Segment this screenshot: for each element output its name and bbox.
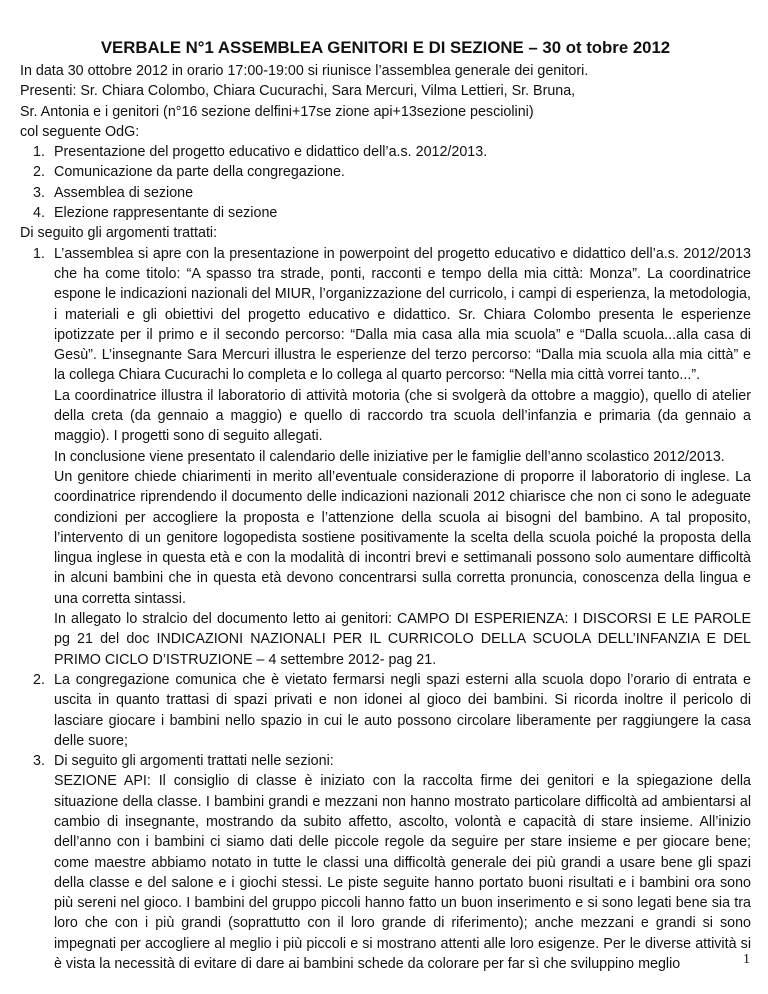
intro-block (20, 61, 751, 142)
topic-number: 3. (33, 753, 45, 770)
agenda-item (20, 183, 751, 203)
topic-number: 1. (33, 245, 45, 262)
agenda-number: 3. (33, 184, 45, 201)
topic-paragraph: L’assemblea si apre con la presentazione in powerpoint del progetto educativo e didattico dell’a.s. 2012/2013 che ha come titolo: “A spasso tra strade, ponti, racconti e tempo della mia città: Monza”. La coordinatrice espone le indicazioni nazionali del MIUR, l’organizzazione del curricolo, i campi di esperienza, la metodologia, i materiali e gli obiettivi del progetto educativo e didattico. Sr. Chiara Colombo presenta le esperienze ipotizzate per il primo e il secondo percorso: “Dalla mia casa alla mia scuola” e “Dalla scuola...alla casa di Gesù”. L’insegnante Sara Mercuri illustra le esperienze del terzo percorso: “Dalla mia scuola alla mia città” e la collega Chiara Cucurachi lo completa e lo collega al quarto percorso: “Nella mia città vorrei tanto...”. (54, 245, 751, 384)
agenda-item (20, 142, 751, 162)
agenda-text: Presentazione del progetto educativo e didattico dell’a.s. 2012/2013. (54, 144, 488, 161)
agenda-item (20, 162, 751, 182)
page-number: 1 (743, 952, 750, 967)
topic-paragraph: Un genitore chiede chiarimenti in merito all’eventuale considerazione di proporre il laboratorio di inglese. La coordinatrice riprendendo il documento delle indicazioni nazionali 2012 chiarisce che non ci sono le adeguate condizioni per accogliere la proposta e l’attenzione della scuola ai bisogni del bambino. A tal proposito, l’intervento di un genitore logopedista sostiene positivamente la scelta della scuola poiché la proposta della lingua inglese in questa età e con la modalità di incontri brevi e settimanali possono solo aumentare difficoltà in alcuni bambini che in questa età devono concentrarsi sulla corretta pronuncia, conoscenza della lingua e una corretta sintassi. (54, 468, 751, 607)
topic-paragraph: In allegato lo stralcio del documento letto ai genitori: CAMPO DI ESPERIENZA: I DISCORSI E LE PAROLE pg 21 del doc INDICAZIONI NAZIONALI PER IL CURRICOLO DELLA SCUOLA DELL’INFANZIA E DEL PRIMO CICLO D’ISTRUZIONE – 4 settembre 2012- pag 21. (54, 611, 751, 668)
topic-number: 2. (33, 671, 45, 688)
document-page (20, 38, 751, 974)
agenda-text: Elezione rappresentante di sezione (54, 205, 278, 222)
agenda-item (20, 203, 751, 223)
intro-line: Sr. Antonia e i genitori (n°16 sezione delfini+17se zione api+13sezione pesciolini) (20, 103, 534, 120)
topic-item (20, 751, 751, 974)
topic-paragraph: SEZIONE API: Il consiglio di classe è iniziato con la raccolta firme dei genitori e la spiegazione della situazione della classe. I bambini grandi e mezzani non hanno mostrato particolare difficoltà ad ambientarsi al cambio di insegnante, mostrando da subito affetto, ascolto, volontà e capacità di stare insieme. All’inizio dell’anno con i bambini ci siamo dati delle piccole regole da seguire per stare insieme e per giocare bene; come maestre abbiamo notato in tutte le classi una difficoltà generale dei più grandi a usare bene gli spazi della classe e del salone e i giochi stessi. Le piste seguite hanno portato buoni risultati e i bambini ora sono più sereni nel gioco. I bambini del gruppo piccoli hanno fatto un buon inserimento e si sono legati bene sia tra loro che con i più grandi (soprattutto con il loro grande di riferimento); anche mezzani e grandi si sono impegnati per accogliere al meglio i più piccoli e si mostrano attenti alle loro esigenze. Per le diverse attività si è vista la necessità di evitare di dare ai bambini schede da colorare per far sì che sviluppino meglio (54, 773, 751, 973)
intro-line: col seguente OdG: (20, 123, 140, 140)
topic-item (20, 670, 751, 751)
topic-paragraph: La congregazione comunica che è vietato fermarsi negli spazi esterni alla scuola dopo l’orario di entrata e uscita in quanto trattasi di spazi privati e non idonei al gioco dei bambini. Si ricorda inoltre il pericolo di lasciare giocare i bambini nello spazio in cui le auto possono circolare liberamente per raggiungere la casa delle suore; (54, 671, 751, 749)
agenda-number: 2. (33, 164, 45, 181)
topic-paragraph: In conclusione viene presentato il calendario delle iniziative per le famiglie dell’anno scolastico 2012/2013. (54, 448, 725, 465)
topics-heading: Di seguito gli argomenti trattati: (20, 225, 218, 242)
topic-paragraph: Di seguito gli argomenti trattati nelle sezioni: (54, 753, 334, 770)
topics-list (20, 244, 751, 975)
agenda-text: Assemblea di sezione (54, 184, 194, 201)
intro-line: In data 30 ottobre 2012 in orario 17:00-19:00 si riunisce l’assemblea generale dei genitori. (20, 63, 589, 79)
agenda-text: Comunicazione da parte della congregazione. (54, 164, 345, 181)
topic-paragraph: La coordinatrice illustra il laboratorio di attività motoria (che si svolgerà da ottobre a maggio), quello di atelier della creta (da gennaio a maggio) e quello di raccordo tra scuola dell’infanzia e primaria (da gennaio a maggio). I progetti sono di seguito allegati. (54, 387, 751, 445)
agenda-number: 1. (33, 144, 45, 161)
topic-item (20, 244, 751, 670)
agenda-list (20, 142, 751, 223)
document-title: VERBALE N°1 ASSEMBLEA GENITORI E DI SEZIONE – 30 ot tobre 2012 (100, 38, 671, 57)
intro-line: Presenti: Sr. Chiara Colombo, Chiara Cucurachi, Sara Mercuri, Vilma Lettieri, Sr. Bruna, (20, 83, 576, 100)
agenda-number: 4. (33, 205, 45, 222)
